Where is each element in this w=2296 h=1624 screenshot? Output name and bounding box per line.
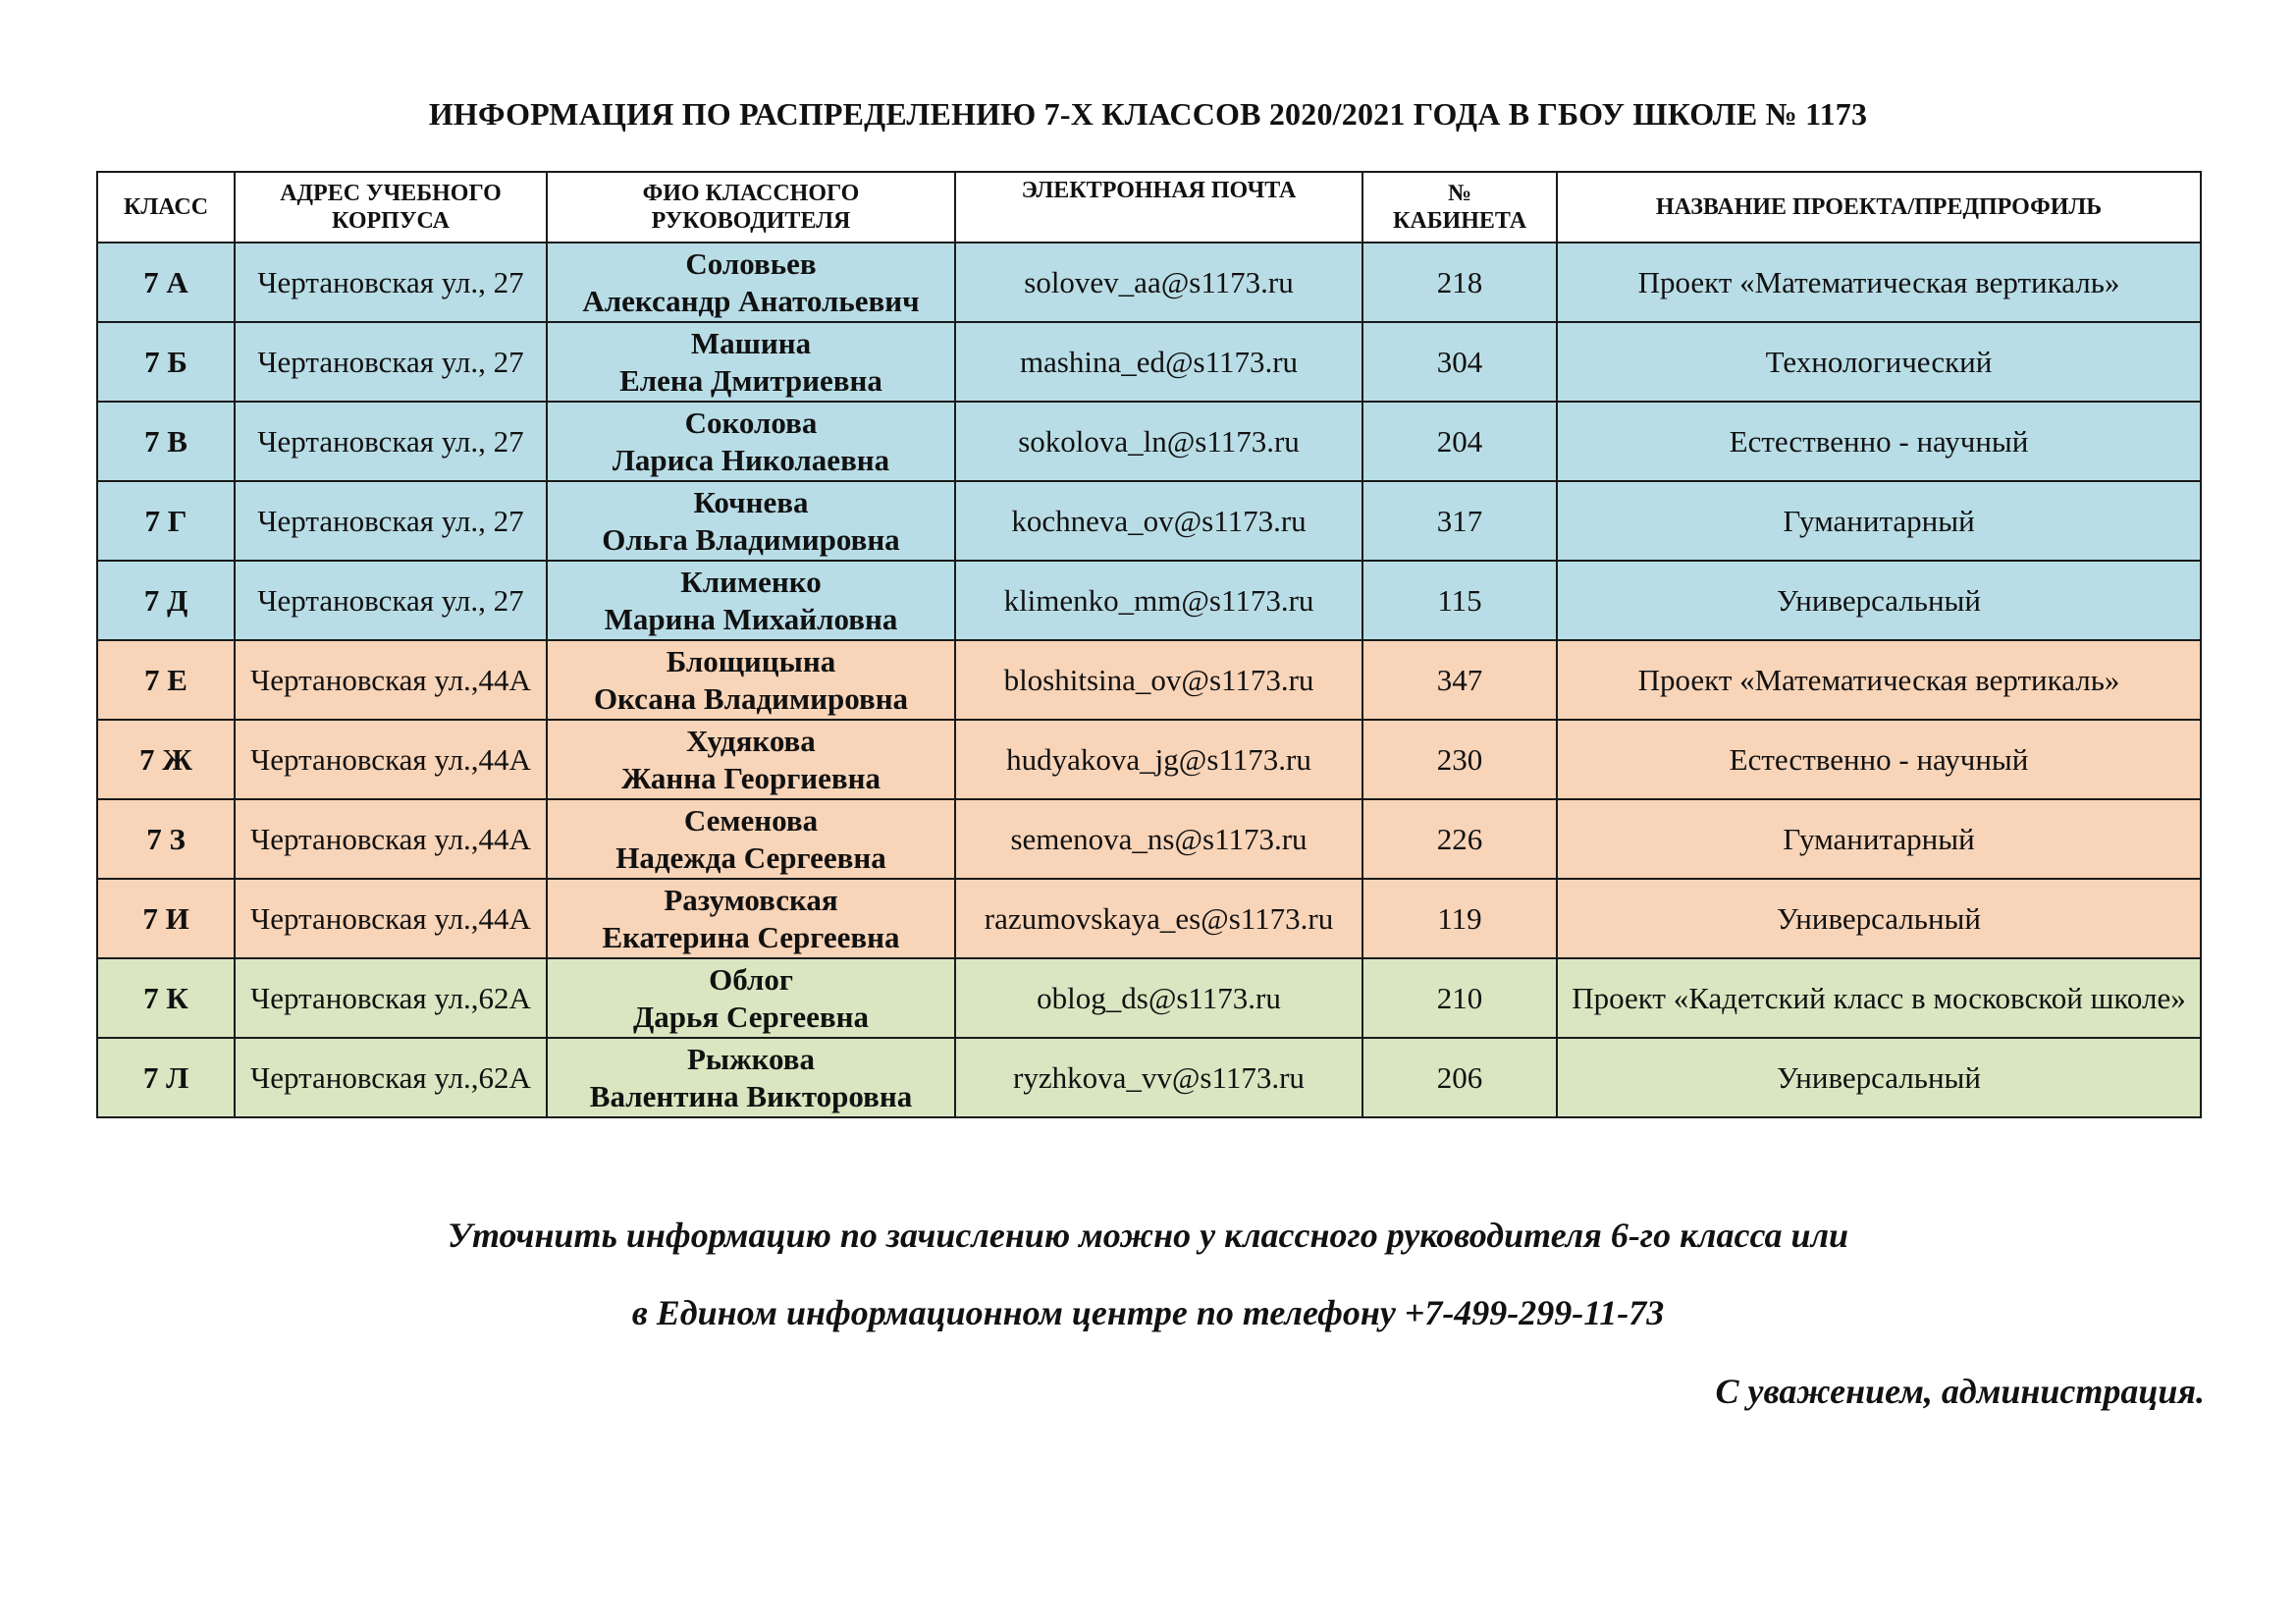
class-cell: 7 Л bbox=[97, 1038, 235, 1117]
address-cell: Чертановская ул.,44А bbox=[235, 640, 547, 720]
project-cell: Гуманитарный bbox=[1557, 481, 2201, 561]
teacher-cell: Кочнева Ольга Владимировна bbox=[547, 481, 955, 561]
project-cell: Проект «Математическая вертикаль» bbox=[1557, 243, 2201, 322]
class-cell: 7 А bbox=[97, 243, 235, 322]
email-cell: hudyakova_jg@s1173.ru bbox=[955, 720, 1362, 799]
room-cell: 119 bbox=[1362, 879, 1557, 958]
info-center-phone-note: в Едином информационном центре по телефону +7-499-299-11-73 bbox=[631, 1293, 1665, 1332]
email-cell: bloshitsina_ov@s1173.ru bbox=[955, 640, 1362, 720]
table-row bbox=[97, 720, 2201, 799]
email-cell: razumovskaya_es@s1173.ru bbox=[955, 879, 1362, 958]
header-class: КЛАСС bbox=[97, 172, 235, 243]
email-cell: oblog_ds@s1173.ru bbox=[955, 958, 1362, 1038]
table-header-row bbox=[97, 172, 2201, 243]
project-cell: Проект «Кадетский класс в московской школе» bbox=[1557, 958, 2201, 1038]
class-cell: 7 Е bbox=[97, 640, 235, 720]
teacher-cell: Машина Елена Дмитриевна bbox=[547, 322, 955, 402]
class-cell: 7 Б bbox=[97, 322, 235, 402]
table-row bbox=[97, 243, 2201, 322]
email-cell: ryzhkova_vv@s1173.ru bbox=[955, 1038, 1362, 1117]
address-cell: Чертановская ул.,62А bbox=[235, 958, 547, 1038]
project-cell: Естественно - научный bbox=[1557, 720, 2201, 799]
teacher-cell: Рыжкова Валентина Викторовна bbox=[547, 1038, 955, 1117]
email-cell: kochneva_ov@s1173.ru bbox=[955, 481, 1362, 561]
project-cell: Технологический bbox=[1557, 322, 2201, 402]
class-cell: 7 Ж bbox=[97, 720, 235, 799]
header-project: НАЗВАНИЕ ПРОЕКТА/ПРЕДПРОФИЛЬ bbox=[1557, 172, 2201, 243]
teacher-cell: Худякова Жанна Георгиевна bbox=[547, 720, 955, 799]
class-distribution-table bbox=[96, 171, 2202, 1118]
room-cell: 210 bbox=[1362, 958, 1557, 1038]
class-cell: 7 Д bbox=[97, 561, 235, 640]
header-room: № КАБИНЕТА bbox=[1362, 172, 1557, 243]
room-cell: 304 bbox=[1362, 322, 1557, 402]
teacher-cell: Разумовская Екатерина Сергеевна bbox=[547, 879, 955, 958]
room-cell: 115 bbox=[1362, 561, 1557, 640]
header-email: ЭЛЕКТРОННАЯ ПОЧТА bbox=[955, 172, 1362, 243]
teacher-cell: Соколова Лариса Николаевна bbox=[547, 402, 955, 481]
teacher-cell: Соловьев Александр Анатольевич bbox=[547, 243, 955, 322]
class-cell: 7 К bbox=[97, 958, 235, 1038]
project-cell: Универсальный bbox=[1557, 561, 2201, 640]
project-cell: Естественно - научный bbox=[1557, 402, 2201, 481]
table-row bbox=[97, 958, 2201, 1038]
table-row bbox=[97, 879, 2201, 958]
room-cell: 218 bbox=[1362, 243, 1557, 322]
room-cell: 230 bbox=[1362, 720, 1557, 799]
table-row bbox=[97, 1038, 2201, 1117]
teacher-cell: Блощицына Оксана Владимировна bbox=[547, 640, 955, 720]
class-cell: 7 И bbox=[97, 879, 235, 958]
email-cell: solovev_aa@s1173.ru bbox=[955, 243, 1362, 322]
email-cell: klimenko_mm@s1173.ru bbox=[955, 561, 1362, 640]
enrollment-note: Уточнить информацию по зачислению можно у классного руководителя 6-го класса или bbox=[447, 1216, 1849, 1255]
address-cell: Чертановская ул., 27 bbox=[235, 322, 547, 402]
class-cell: 7 З bbox=[97, 799, 235, 879]
room-cell: 226 bbox=[1362, 799, 1557, 879]
project-cell: Универсальный bbox=[1557, 1038, 2201, 1117]
address-cell: Чертановская ул.,44А bbox=[235, 799, 547, 879]
teacher-cell: Облог Дарья Сергеевна bbox=[547, 958, 955, 1038]
project-cell: Универсальный bbox=[1557, 879, 2201, 958]
table-row bbox=[97, 402, 2201, 481]
document-title: ИНФОРМАЦИЯ ПО РАСПРЕДЕЛЕНИЮ 7-Х КЛАССОВ 2020/2021 ГОДА В ГБОУ ШКОЛЕ № 1173 bbox=[428, 96, 1868, 132]
project-cell: Проект «Математическая вертикаль» bbox=[1557, 640, 2201, 720]
address-cell: Чертановская ул.,62А bbox=[235, 1038, 547, 1117]
signature: С уважением, администрация. bbox=[1715, 1372, 2205, 1411]
address-cell: Чертановская ул., 27 bbox=[235, 481, 547, 561]
address-cell: Чертановская ул., 27 bbox=[235, 402, 547, 481]
address-cell: Чертановская ул., 27 bbox=[235, 243, 547, 322]
address-cell: Чертановская ул.,44А bbox=[235, 720, 547, 799]
class-cell: 7 В bbox=[97, 402, 235, 481]
address-cell: Чертановская ул., 27 bbox=[235, 561, 547, 640]
room-cell: 206 bbox=[1362, 1038, 1557, 1117]
table-row bbox=[97, 799, 2201, 879]
room-cell: 204 bbox=[1362, 402, 1557, 481]
address-cell: Чертановская ул.,44А bbox=[235, 879, 547, 958]
table-row bbox=[97, 481, 2201, 561]
header-teacher: ФИО КЛАССНОГО РУКОВОДИТЕЛЯ bbox=[547, 172, 955, 243]
table-row bbox=[97, 640, 2201, 720]
email-cell: sokolova_ln@s1173.ru bbox=[955, 402, 1362, 481]
room-cell: 347 bbox=[1362, 640, 1557, 720]
class-cell: 7 Г bbox=[97, 481, 235, 561]
table-row bbox=[97, 322, 2201, 402]
table-row bbox=[97, 561, 2201, 640]
header-address: АДРЕС УЧЕБНОГО КОРПУСА bbox=[235, 172, 547, 243]
project-cell: Гуманитарный bbox=[1557, 799, 2201, 879]
email-cell: semenova_ns@s1173.ru bbox=[955, 799, 1362, 879]
room-cell: 317 bbox=[1362, 481, 1557, 561]
teacher-cell: Клименко Марина Михайловна bbox=[547, 561, 955, 640]
email-cell: mashina_ed@s1173.ru bbox=[955, 322, 1362, 402]
teacher-cell: Семенова Надежда Сергеевна bbox=[547, 799, 955, 879]
